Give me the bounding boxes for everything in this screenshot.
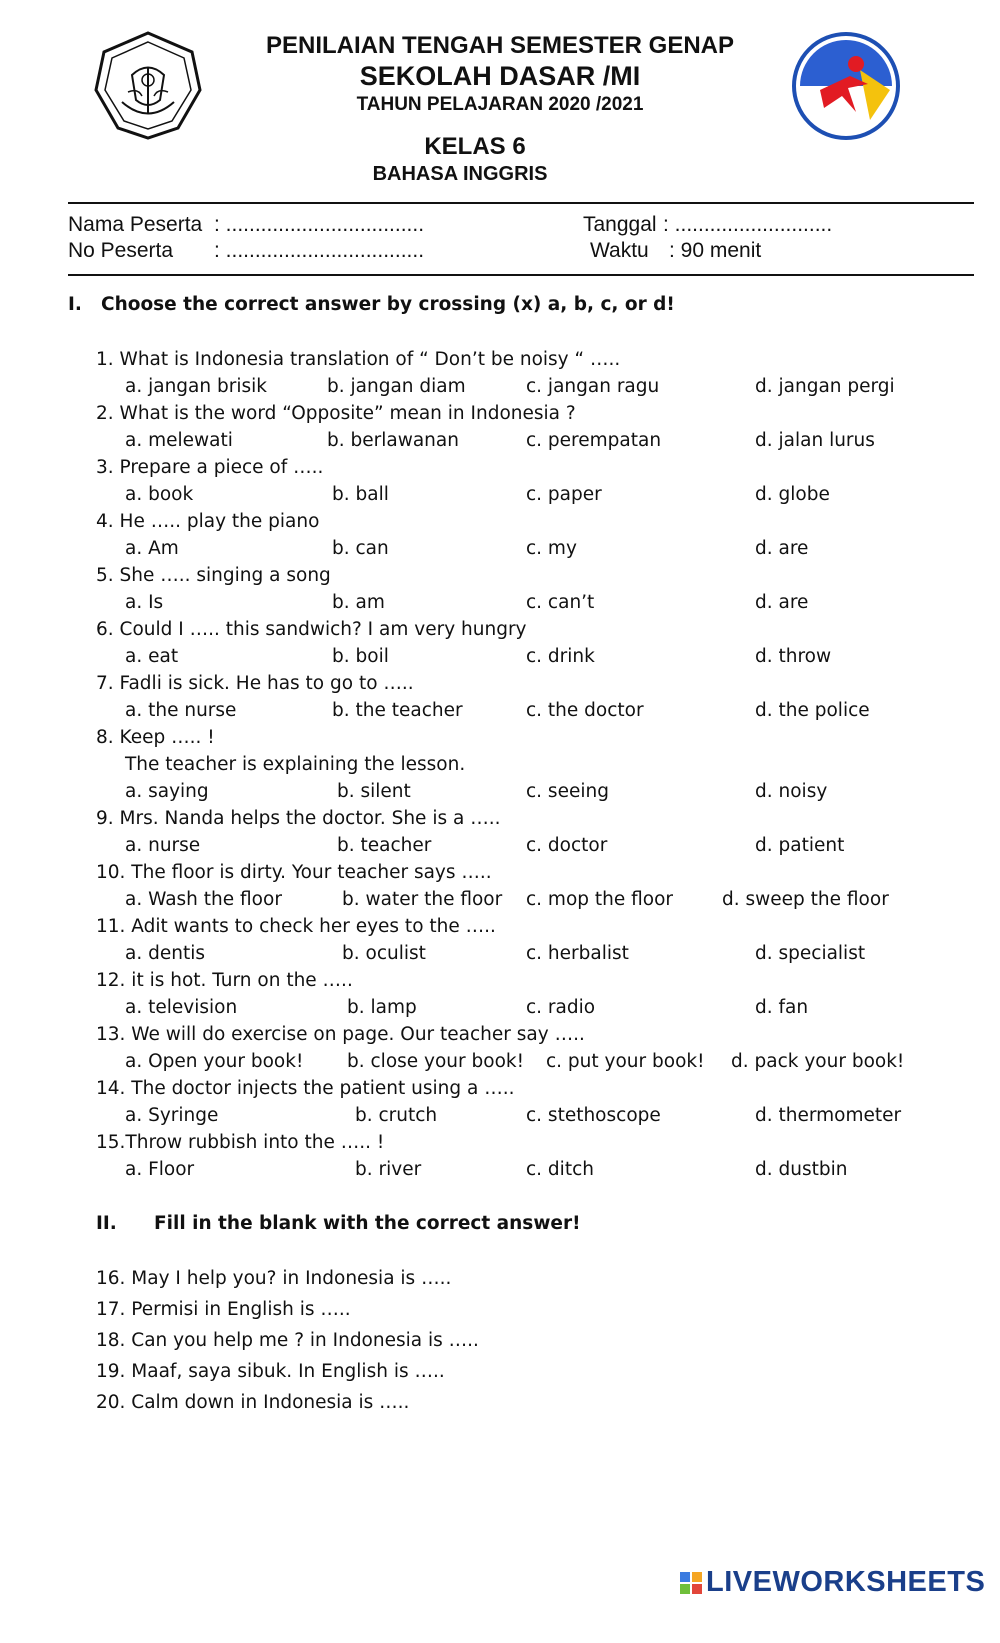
q8-option-d[interactable]: d. noisy <box>755 781 828 802</box>
question-8: 8. Keep ….. ! <box>96 727 215 748</box>
academic-year: TAHUN PELAJARAN 2020 /2021 <box>356 94 644 115</box>
section-1-instruction: Choose the correct answer by crossing (x) a, b, c, or d! <box>101 294 675 315</box>
fill-item: 16. May I help you? in Indonesia is ….. <box>96 1268 452 1289</box>
subject-label: BAHASA INGGRIS <box>372 163 548 185</box>
time-label: Waktu <box>590 239 649 262</box>
liveworksheets-brand: LIVEWORKSHEETS <box>706 1566 986 1598</box>
question-13: 13. We will do exercise on page. Our teacher say ….. <box>96 1024 585 1045</box>
q7-option-c[interactable]: c. the doctor <box>526 700 644 721</box>
name-field[interactable]: : .................................. <box>214 213 425 236</box>
q2-option-d[interactable]: d. jalan lurus <box>755 430 875 451</box>
q10-option-a[interactable]: a. Wash the floor <box>125 889 282 910</box>
q7-option-a[interactable]: a. the nurse <box>125 700 237 721</box>
question-9: 9. Mrs. Nanda helps the doctor. She is a ….. <box>96 808 501 829</box>
date-field[interactable]: : ........................... <box>663 213 833 236</box>
q12-option-c[interactable]: c. radio <box>526 997 596 1018</box>
q13-option-a[interactable]: a. Open your book! <box>125 1051 304 1072</box>
header-divider-top <box>68 202 974 204</box>
q2-option-c[interactable]: c. perempatan <box>526 430 662 451</box>
q14-option-c[interactable]: c. stethoscope <box>526 1105 661 1126</box>
q9-option-a[interactable]: a. nurse <box>125 835 201 856</box>
header-divider-bottom <box>68 274 974 276</box>
q6-option-c[interactable]: c. drink <box>526 646 595 667</box>
q14-option-d[interactable]: d. thermometer <box>755 1105 902 1126</box>
section-1-number: I. <box>68 294 82 315</box>
section-2-number: II. <box>96 1213 117 1234</box>
number-field[interactable]: : .................................. <box>214 239 425 262</box>
q13-option-c[interactable]: c. put your book! <box>546 1051 705 1072</box>
question-14: 14. The doctor injects the patient using a ….. <box>96 1078 515 1099</box>
q2-option-b[interactable]: b. berlawanan <box>327 430 459 451</box>
q1-option-b[interactable]: b. jangan diam <box>327 376 466 397</box>
fill-item: 18. Can you help me ? in Indonesia is ….. <box>96 1330 479 1351</box>
fill-item: 17. Permisi in English is ….. <box>96 1299 351 1320</box>
question-3: 3. Prepare a piece of ….. <box>96 457 324 478</box>
question-1: 1. What is Indonesia translation of “ Don’t be noisy “ ….. <box>96 349 621 370</box>
q3-option-a[interactable]: a. book <box>125 484 194 505</box>
fill-item: 20. Calm down in Indonesia is ….. <box>96 1392 410 1413</box>
q9-option-b[interactable]: b. teacher <box>337 835 432 856</box>
q15-option-c[interactable]: c. ditch <box>526 1159 594 1180</box>
time-value: : 90 menit <box>669 239 762 262</box>
q4-option-b[interactable]: b. can <box>332 538 389 559</box>
q15-option-b[interactable]: b. river <box>355 1159 422 1180</box>
q5-option-d[interactable]: d. are <box>755 592 809 613</box>
q5-option-a[interactable]: a. Is <box>125 592 164 613</box>
q13-option-d[interactable]: d. pack your book! <box>731 1051 905 1072</box>
q3-option-c[interactable]: c. paper <box>526 484 602 505</box>
q6-option-a[interactable]: a. eat <box>125 646 179 667</box>
q5-option-b[interactable]: b. am <box>332 592 385 613</box>
q9-option-d[interactable]: d. patient <box>755 835 845 856</box>
q11-option-d[interactable]: d. specialist <box>755 943 866 964</box>
question-6: 6. Could I ….. this sandwich? I am very hungry <box>96 619 527 640</box>
question-11: 11. Adit wants to check her eyes to the ….. <box>96 916 496 937</box>
q6-option-d[interactable]: d. throw <box>755 646 832 667</box>
section-2-instruction: Fill in the blank with the correct answer! <box>154 1213 581 1234</box>
q11-option-b[interactable]: b. oculist <box>342 943 426 964</box>
q12-option-a[interactable]: a. television <box>125 997 238 1018</box>
question-15: 15.Throw rubbish into the ….. ! <box>96 1132 385 1153</box>
class-label: KELAS 6 <box>424 133 526 160</box>
question-2: 2. What is the word “Opposite” mean in Indonesia ? <box>96 403 576 424</box>
q14-option-a[interactable]: a. Syringe <box>125 1105 219 1126</box>
q13-option-b[interactable]: b. close your book! <box>347 1051 525 1072</box>
q10-option-b[interactable]: b. water the floor <box>342 889 503 910</box>
q12-option-b[interactable]: b. lamp <box>347 997 417 1018</box>
q15-option-a[interactable]: a. Floor <box>125 1159 195 1180</box>
q15-option-d[interactable]: d. dustbin <box>755 1159 848 1180</box>
q1-option-d[interactable]: d. jangan pergi <box>755 376 895 397</box>
q2-option-a[interactable]: a. melewati <box>125 430 233 451</box>
q5-option-c[interactable]: c. can’t <box>526 592 595 613</box>
q6-option-b[interactable]: b. boil <box>332 646 389 667</box>
q3-option-d[interactable]: d. globe <box>755 484 830 505</box>
q4-option-d[interactable]: d. are <box>755 538 809 559</box>
question-5: 5. She ….. singing a song <box>96 565 331 586</box>
q14-option-b[interactable]: b. crutch <box>355 1105 438 1126</box>
q4-option-a[interactable]: a. Am <box>125 538 179 559</box>
question-8-context: The teacher is explaining the lesson. <box>125 754 466 775</box>
name-label: Nama Peserta <box>68 213 203 236</box>
q12-option-d[interactable]: d. fan <box>755 997 809 1018</box>
q11-option-a[interactable]: a. dentis <box>125 943 205 964</box>
q11-option-c[interactable]: c. herbalist <box>526 943 629 964</box>
number-label: No Peserta <box>68 239 174 262</box>
q10-option-c[interactable]: c. mop the floor <box>526 889 674 910</box>
q8-option-b[interactable]: b. silent <box>337 781 411 802</box>
q1-option-c[interactable]: c. jangan ragu <box>526 376 660 397</box>
q1-option-a[interactable]: a. jangan brisik <box>125 376 267 397</box>
q10-option-d[interactable]: d. sweep the floor <box>722 889 889 910</box>
question-12: 12. it is hot. Turn on the ….. <box>96 970 353 991</box>
q7-option-b[interactable]: b. the teacher <box>332 700 463 721</box>
q8-option-a[interactable]: a. saying <box>125 781 209 802</box>
q9-option-c[interactable]: c. doctor <box>526 835 608 856</box>
q4-option-c[interactable]: c. my <box>526 538 577 559</box>
q7-option-d[interactable]: d. the police <box>755 700 870 721</box>
question-4: 4. He ….. play the piano <box>96 511 320 532</box>
school-level: SEKOLAH DASAR /MI <box>359 61 641 91</box>
liveworksheets-logo-icon <box>680 1572 704 1596</box>
question-10: 10. The floor is dirty. Your teacher says ….. <box>96 862 492 883</box>
fill-item: 19. Maaf, saya sibuk. In English is ….. <box>96 1361 445 1382</box>
exam-title: PENILAIAN TENGAH SEMESTER GENAP <box>265 32 735 59</box>
q3-option-b[interactable]: b. ball <box>332 484 389 505</box>
question-7: 7. Fadli is sick. He has to go to ….. <box>96 673 414 694</box>
date-label: Tanggal <box>583 213 657 236</box>
q8-option-c[interactable]: c. seeing <box>526 781 609 802</box>
